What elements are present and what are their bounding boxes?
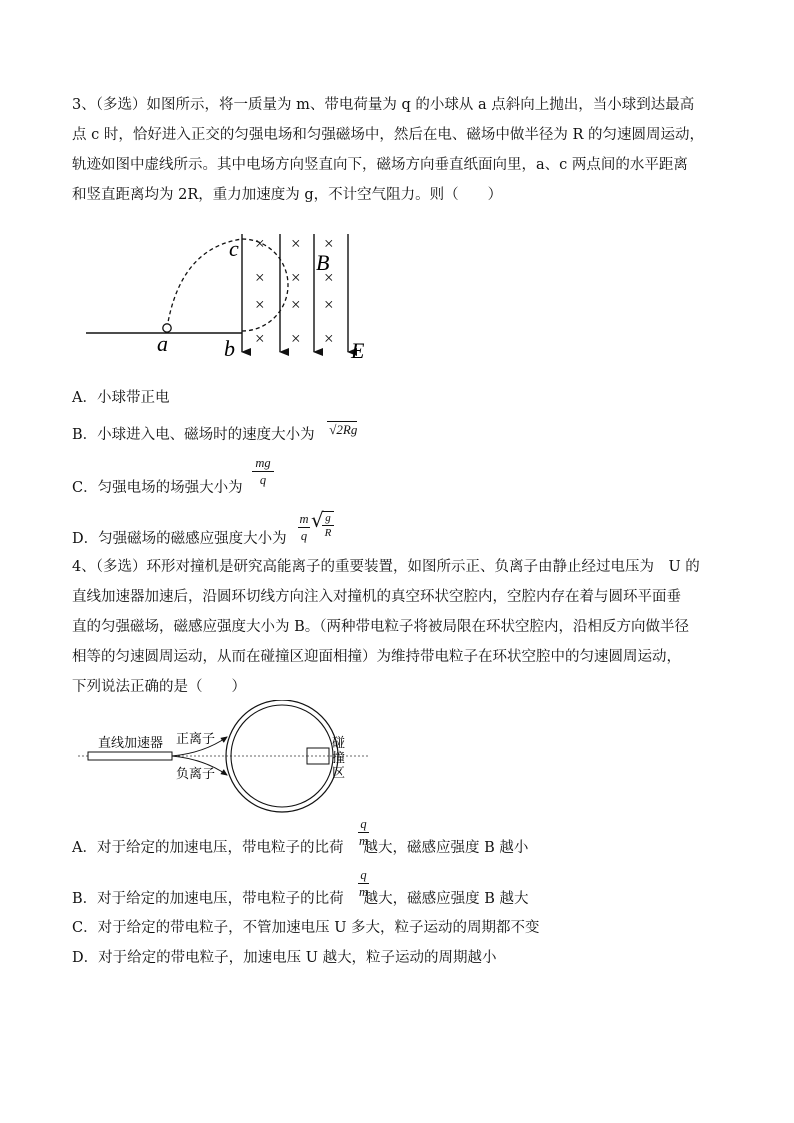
question-3-stem: [72, 90, 732, 210]
frac-numerator: q: [360, 868, 367, 882]
label-B: B: [316, 250, 330, 275]
q4-option-b-tail: 越大，磁感应强度 B 越大: [363, 891, 529, 907]
q3-option-b-expr: √2Rg: [329, 422, 358, 437]
frac-denominator: q: [300, 529, 308, 543]
cross-mark: ×: [324, 295, 334, 314]
cross-mark: ×: [291, 234, 301, 253]
label-collision-3: 区: [332, 765, 346, 780]
q4-option-d[interactable]: D．对于给定的带电粒子，加速电压 U 越大，粒子运动的周期越小: [72, 950, 497, 966]
frac-numerator: mg: [255, 456, 271, 470]
q4-line-3: 直的匀强磁场，磁感应强度大小为 B。（两种带电粒子将被局限在环状空腔内，沿相反方向做半径: [72, 619, 690, 635]
cross-mark: ×: [255, 234, 265, 253]
q3-option-d[interactable]: [72, 527, 287, 548]
cross-mark: ×: [291, 268, 301, 287]
frac-numerator: q: [360, 817, 367, 831]
q3-option-a[interactable]: A．小球带正电: [72, 390, 170, 406]
q4-option-a-fraction: [358, 817, 369, 848]
cross-mark: ×: [324, 234, 334, 253]
frac-numerator: g: [325, 512, 331, 524]
cross-mark: ×: [324, 329, 334, 348]
q4-option-b-fraction: [358, 868, 369, 899]
q3-option-d-sqrt-fraction: [322, 511, 334, 539]
q3-option-c-text: C．匀强电场的场强大小为: [72, 480, 243, 496]
q4-option-b-text: B．对于给定的加速电压，带电粒子的比荷: [72, 891, 344, 907]
label-b: b: [224, 336, 235, 361]
label-c: c: [229, 236, 239, 261]
label-positive-ion: 正离子: [176, 731, 216, 746]
frac-numerator: m: [299, 512, 309, 526]
cross-mark: ×: [291, 329, 301, 348]
q3-option-d-fraction: [298, 512, 310, 543]
label-collision-2: 撞: [332, 750, 346, 765]
label-E: E: [351, 338, 365, 363]
q4-line-4: 相等的匀速圆周运动，从而在碰撞区迎面相撞）为维持带电粒子在环状空腔中的匀速圆周运动，: [72, 649, 681, 665]
q3-option-c[interactable]: [72, 476, 243, 497]
label-accelerator: 直线加速器: [98, 735, 164, 750]
q4-option-b[interactable]: [72, 887, 529, 908]
q3-option-b[interactable]: [72, 423, 357, 444]
q4-line-2: 直线加速器加速后，沿圆环切线方向注入对撞机的真空环状空腔内，空腔内存在着与圆环平面垂: [72, 589, 681, 605]
q4-collider-figure: [74, 700, 374, 815]
label-collision-1: 碰: [332, 735, 346, 750]
frac-denominator: R: [324, 527, 332, 539]
q3-line-2: 点 c 时，恰好进入正交的匀强电场和匀强磁场中，然后在电、磁场中做半径为 R 的匀速圆周运动，: [72, 127, 704, 143]
q3-field-figure: [80, 226, 380, 366]
q4-line-5: 下列说法正确的是（ ）: [72, 679, 246, 695]
q4-option-c[interactable]: C．对于给定的带电粒子，不管加速电压 U 多大，粒子运动的周期都不变: [72, 920, 540, 936]
cross-mark: ×: [255, 295, 265, 314]
cross-mark: ×: [291, 295, 301, 314]
label-negative-ion: 负离子: [176, 766, 216, 781]
q3-line-1: 3、（多选）如图所示，将一质量为 m、带电荷量为 q 的小球从 a 点斜向上抛出，当小球到达最高: [72, 97, 695, 113]
cross-mark: ×: [255, 329, 265, 348]
frac-denominator: m: [358, 885, 369, 899]
frac-denominator: m: [358, 834, 369, 848]
sqrt-symbol: √: [311, 508, 324, 532]
q4-option-a-tail: 越大，磁感应强度 B 越小: [363, 840, 529, 856]
q3-line-3: 轨迹如图中虚线所示。其中电场方向竖直向下，磁场方向垂直纸面向里，a、c 两点间的水平距离: [72, 157, 688, 173]
q4-line-1: 4、（多选）环形对撞机是研究高能离子的重要装置，如图所示正、负离子由静止经过电压为 U 的: [72, 559, 700, 575]
q3-option-b-text: B．小球进入电、磁场时的速度大小为: [72, 427, 315, 443]
cross-mark: ×: [255, 268, 265, 287]
label-a: a: [157, 331, 168, 356]
q4-option-a-text: A．对于给定的加速电压，带电粒子的比荷: [72, 840, 344, 856]
q3-option-d-text: D．匀强磁场的磁感应强度大小为: [72, 531, 287, 547]
question-4-stem: [72, 552, 732, 702]
frac-denominator: q: [259, 473, 267, 487]
trajectory-dashed: [167, 239, 288, 331]
q3-line-4: 和竖直距离均为 2R，重力加速度为 g，不计空气阻力。则（ ）: [72, 187, 503, 203]
collision-zone-box: [307, 748, 329, 764]
linear-accelerator-tube: [88, 752, 172, 760]
q3-option-c-fraction: [252, 456, 274, 487]
q4-option-a[interactable]: [72, 836, 528, 857]
cross-mark: ×: [324, 268, 334, 287]
